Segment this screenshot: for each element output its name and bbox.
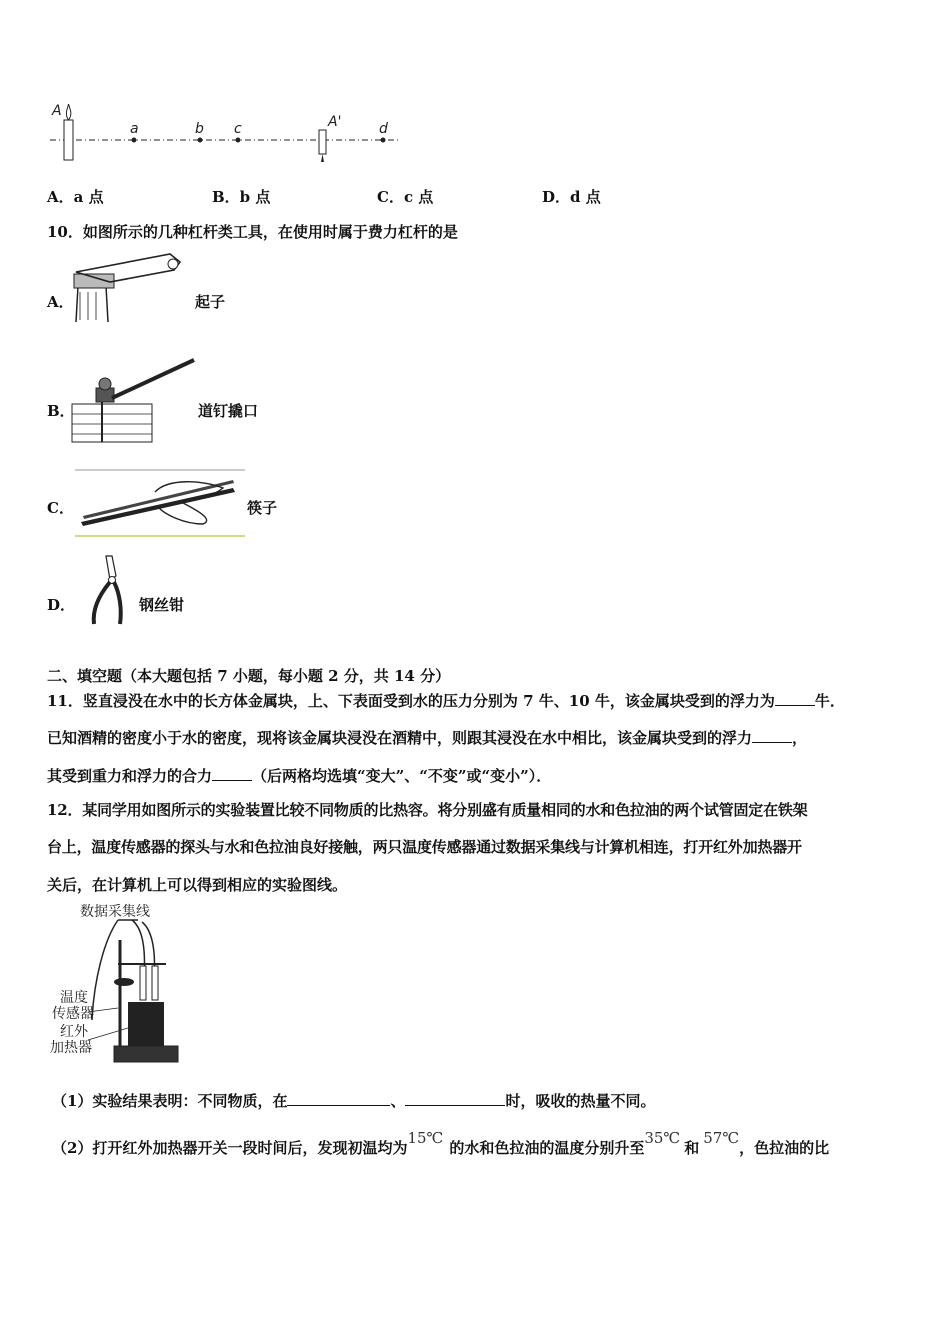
q11-line-3-tail: （后两格均选填“变大”、“不变”或“变小”）． (252, 767, 552, 785)
q10-option-d-name: 钢丝钳 (139, 596, 185, 614)
spike-crowbar-icon (72, 358, 202, 443)
point-d-dot (381, 138, 386, 143)
point-b-dot (198, 138, 203, 143)
q12-sub-1-text: （1）实验结果表明：不同物质，在 (52, 1092, 288, 1110)
q12-sub-2-tail: ，色拉油的比 (739, 1139, 830, 1157)
q12-temp-oil: 57℃ (703, 1129, 740, 1147)
point-a-dot (132, 138, 137, 143)
figure-label-data-cable: 数据采集线 (80, 904, 150, 920)
optical-axis-figure (48, 100, 408, 170)
point-label-d: d (379, 121, 388, 137)
q11-line-2 (47, 727, 807, 748)
q12-temp-initial: 15℃ (407, 1129, 444, 1147)
point-c-dot (236, 138, 241, 143)
figure-label-infrared: 红外 (60, 1024, 88, 1040)
point-label-b: b (195, 121, 204, 137)
point-label-A-prime: A' (328, 114, 342, 130)
q9-option-d[interactable]: D．d 点 (542, 188, 601, 206)
q10-option-a-name: 起子 (195, 293, 226, 311)
point-label-c: c (234, 121, 242, 137)
q12-line-3: 关后，在计算机上可以得到相应的实验图线。 (47, 876, 348, 894)
wire-pliers-icon (86, 554, 130, 626)
q11-line-1-text: 11．竖直浸没在水中的长方体金属块，上、下表面受到水的压力分别为 7 牛、10 牛，该金属块受到的浮力为 (47, 692, 775, 710)
q12-line-1: 12．某同学用如图所示的实验装置比较不同物质的比热容。将分别盛有质量相同的水和色拉油的两个试管固定在铁架 (47, 801, 808, 819)
q10-option-c-name: 筷子 (247, 499, 278, 517)
q11-line-1 (47, 690, 845, 711)
q12-temp-water: 35℃ (644, 1129, 681, 1147)
flame-icon (66, 104, 70, 120)
q12-sub-2-middle: 的水和色拉油的温度分别升至 (449, 1139, 645, 1157)
q12-sub-2-and: 和 (684, 1139, 700, 1157)
chopsticks-icon (73, 468, 248, 540)
point-label-A: A (52, 103, 62, 119)
q10-option-d-letter[interactable]: D． (47, 596, 76, 614)
q12-line-2: 台上，温度传感器的探头与水和色拉油良好接触，两只温度传感器通过数据采集线与计算机相连，打开红外加热器开 (47, 838, 802, 856)
q11-line-3-text: 其受到重力和浮力的合力 (47, 767, 213, 785)
figure-label-sensor: 传感器 (52, 1006, 94, 1022)
q10-option-b-letter[interactable]: B． (47, 402, 75, 420)
figure-label-temperature: 温度 (60, 990, 88, 1006)
q12-sub-1-blank-2[interactable] (405, 1104, 505, 1106)
q12-sub-1-tail: 时，吸收的热量不同。 (505, 1092, 656, 1110)
q11-blank-1[interactable] (775, 704, 815, 706)
q10-option-b-name: 道钉撬口 (198, 402, 259, 420)
q11-line-2-tail: ， (792, 729, 808, 747)
point-label-a: a (130, 121, 139, 137)
q11-blank-2[interactable] (752, 741, 792, 743)
figure-label-heater: 加热器 (50, 1040, 92, 1056)
bottle-opener-icon (70, 252, 190, 327)
experiment-apparatus-figure (48, 900, 188, 1070)
q11-line-2-text: 已知酒精的密度小于水的密度，现将该金属块浸没在酒精中，则跟其浸没在水中相比，该金属块受到的浮力 (47, 729, 753, 747)
q10-stem: 10．如图所示的几种杠杆类工具，在使用时属于费力杠杆的是 (47, 223, 458, 241)
q9-option-b[interactable]: B．b 点 (212, 188, 271, 206)
q11-line-1-tail: 牛． (814, 692, 845, 710)
q12-sub-1-sep: 、 (390, 1092, 406, 1110)
q12-sub-2-text: （2）打开红外加热器开关一段时间后，发现初温均为 (52, 1139, 408, 1157)
q12-sub-2 (52, 1129, 830, 1158)
candle-icon (64, 120, 73, 160)
q11-blank-3[interactable] (212, 779, 252, 781)
image-candle-icon (319, 130, 326, 154)
q11-line-3 (47, 765, 551, 786)
q12-sub-1 (52, 1090, 655, 1111)
q10-option-c-letter[interactable]: C． (47, 499, 74, 517)
q9-option-a[interactable]: A．a 点 (47, 188, 104, 206)
section-heading-fill-in: 二、填空题（本大题包括 7 小题，每小题 2 分，共 14 分） (47, 667, 451, 685)
image-flame-icon (321, 154, 324, 162)
q12-sub-1-blank-1[interactable] (287, 1104, 390, 1106)
q10-option-a-letter[interactable]: A． (47, 293, 74, 311)
q9-option-c[interactable]: C．c 点 (377, 188, 434, 206)
